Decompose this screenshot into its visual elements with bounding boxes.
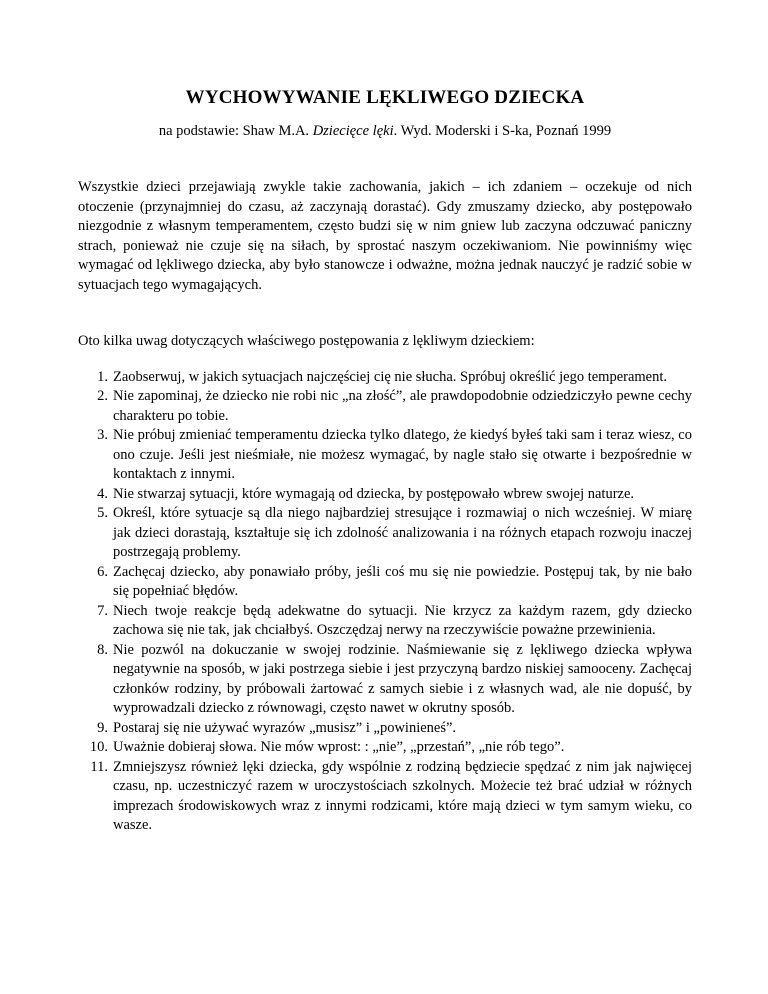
list-item	[78, 563, 692, 602]
list-item	[78, 368, 692, 388]
list-item	[78, 738, 692, 758]
list-item-text: Postaraj się nie używać wyrazów „musisz” i „powinieneś”.	[113, 719, 457, 736]
list-item-number: 2.	[97, 388, 108, 404]
list-item-text: Zachęcaj dziecko, aby ponawiało próby, jeśli coś mu się nie powiedzie. Postępuj tak, by nie bało się popełniać błędów.	[113, 563, 692, 599]
list-item-number: 1.	[97, 368, 108, 385]
list-item-number: 10.	[89, 739, 108, 755]
list-item	[78, 485, 692, 505]
document-page	[78, 0, 692, 836]
list-item-number: 8.	[97, 641, 108, 658]
source-book-title: Dziecięce lęki	[312, 123, 394, 139]
list-item-number: 5.	[97, 505, 108, 521]
list-item-number: 4.	[97, 485, 108, 502]
list-item	[78, 387, 692, 426]
list-item-text: Nie próbuj zmieniać temperamentu dziecka tylko dlatego, że kiedyś byłeś taki sam i teraz wiesz, co ono czuje. Jeśli jest nieśmiałe, nie możesz wymagać, by nagle stało się otwarte i bezpośrednie w kontaktach z innymi.	[113, 427, 692, 482]
list-item-number: 7.	[97, 602, 108, 619]
list-item	[78, 602, 692, 641]
list-item	[78, 719, 692, 739]
source-suffix: . Wyd. Moderski i S-ka, Poznań 1999	[393, 123, 612, 139]
list-item-text: Niech twoje reakcje będą adekwatne do sytuacji. Nie krzycz za każdym razem, gdy dziecko zachowa się nie tak, jak chciałbyś. Oszczędzaj nerwy na rzeczywiście poważne przewinienia.	[113, 602, 692, 638]
list-item-number: 3.	[97, 427, 108, 443]
list-item-number: 9.	[97, 719, 108, 736]
list-item-text: Zaobserwuj, w jakich sytuacjach najczęściej cię nie słucha. Spróbuj określić jego temperament.	[113, 368, 668, 385]
list-lead-text: Oto kilka uwag dotyczących właściwego postępowania z lękliwym dzieckiem:	[78, 333, 535, 349]
list-item-number: 11.	[90, 758, 108, 775]
intro-paragraph: Wszystkie dzieci przejawiają zwykle takie zachowania, jakich – ich zdaniem – oczekuje od nich otoczenie (przynajmniej do czasu, aż zaczynają dorastać). Gdy zmuszamy dziecko, aby postępowało niezgodnie z własnym temperamentem, często budzi się w nim gniew lub zaczyna odczuwać paniczny strach, ponieważ nie czuje się na siłach, by sprostać naszym oczekiwaniom. Nie powinniśmy więc wymagać od lękliwego dziecka, aby było stanowcze i odważne, można jednak nauczyć je radzić sobie w sytuacjach tego wymagających.	[78, 179, 692, 293]
list-item-text: Uważnie dobieraj słowa. Nie mów wprost: : „nie”, „przestań”, „nie rób tego”.	[113, 739, 565, 755]
advice-list	[78, 368, 692, 836]
list-item-text: Nie pozwól na dokuczanie w swojej rodzinie. Naśmiewanie się z lękliwego dziecka wpływa negatywnie na sposób, w jaki postrzega siebie i jest przyczyną bardzo niskiej samooceny. Zachęcaj członków rodziny, by próbowali żartować z samych siebie i z własnych wad, ale nie dopuść, by wyprowadzali dziecko z równowagi, często nawet w okrutny sposób.	[113, 641, 692, 716]
list-item-text: Nie stwarzaj sytuacji, które wymagają od dziecka, by postępowało wbrew swojej naturze.	[113, 485, 635, 502]
list-item-text: Zmniejszysz również lęki dziecka, gdy wspólnie z rodziną będziecie spędzać z nim jak najwięcej czasu, np. uczestniczyć razem w uroczystościach szkolnych. Możecie też brać udział w różnych imprezach środowiskowych wraz z innymi rodzicami, które mają dzieci w tym samym wieku, co wasze.	[113, 758, 692, 833]
list-item	[78, 426, 692, 485]
list-item	[78, 758, 692, 836]
document-title: WYCHOWYWANIE LĘKLIWEGO DZIECKA	[185, 87, 585, 108]
source-prefix: na podstawie: Shaw M.A.	[158, 123, 313, 139]
list-item-number: 6.	[97, 563, 108, 580]
list-item-text: Określ, które sytuacje są dla niego najbardziej stresujące i rozmawiaj o nich wcześniej. W miarę jak dzieci dorastają, kształtuje się ich zdolność analizowania i na różnych etapach rozwoju inaczej postrzegają problemy.	[113, 505, 692, 560]
list-item-text: Nie zapominaj, że dziecko nie robi nic „na złość”, ale prawdopodobnie odziedziczyło pewne cechy charakteru po tobie.	[113, 388, 692, 424]
list-item	[78, 641, 692, 719]
source-citation	[78, 121, 692, 141]
list-item	[78, 504, 692, 563]
